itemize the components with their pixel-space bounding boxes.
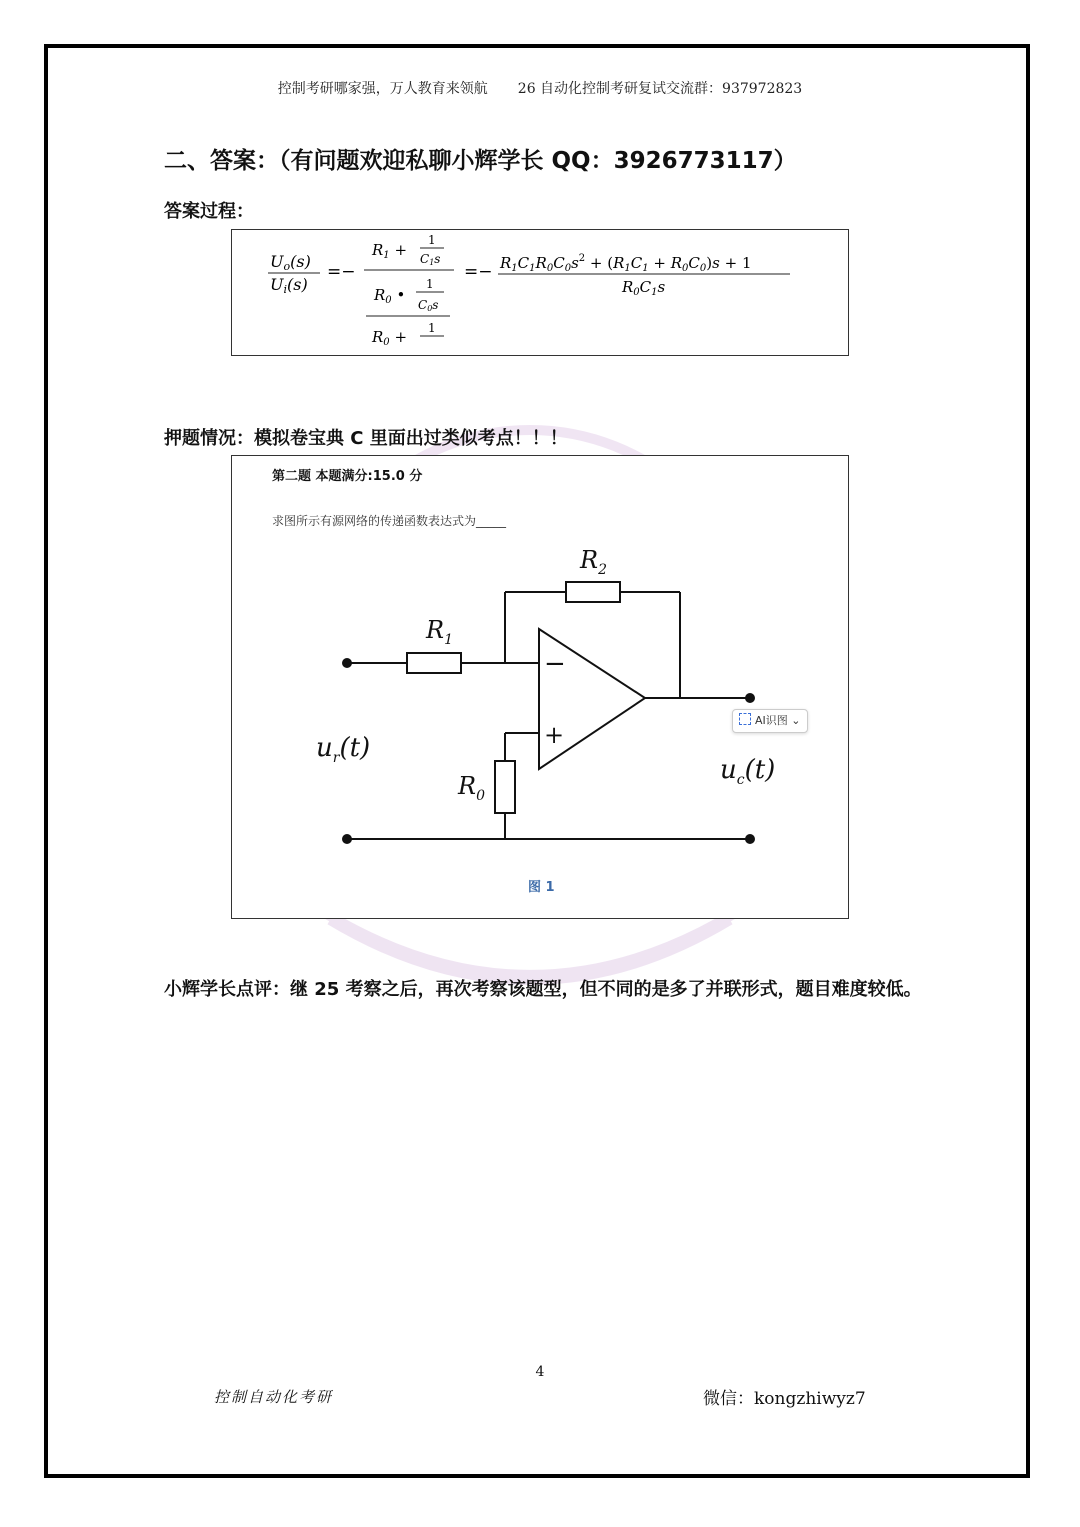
svg-text:1: 1 (428, 233, 436, 247)
label-r0: $R_0$ (458, 772, 485, 804)
rhs-numerator: $R_1C_1R_0C_0s^2 + (R_1C_1 + R_0C_0)s + 1$ (500, 253, 752, 274)
chevron-down-icon: ⌄ (791, 714, 801, 727)
svg-text:1: 1 (428, 321, 436, 335)
svg-text:1: 1 (426, 277, 434, 291)
output-terminal (745, 693, 755, 703)
op-amp-plus-label: + (544, 721, 565, 749)
lhs-denominator: Ui(s) (270, 275, 308, 296)
formula-svg (232, 230, 849, 356)
resistor-r0 (495, 761, 515, 813)
resistor-r2 (566, 582, 620, 602)
equals-negative-1: =− (327, 262, 356, 282)
scan-icon (739, 713, 751, 725)
section-title: 二、答案：（有问题欢迎私聊小辉学长 QQ：3926773117） (164, 148, 797, 174)
figure-caption: 图 1 (528, 880, 555, 895)
circuit-diagram (232, 456, 849, 919)
middle-denominator-r0: $R_0$ • (374, 286, 406, 306)
ground-terminal-right (745, 834, 755, 844)
label-r1: $R_1$ (426, 616, 453, 648)
rhs-denominator: $R_0C_1s$ (622, 278, 666, 298)
question-text: 求图所示有源网络的传递函数表达式为_____ (272, 514, 507, 528)
op-amp-minus-label: − (544, 649, 566, 679)
ground-terminal-left (342, 834, 352, 844)
process-label: 答案过程： (164, 201, 254, 222)
svg-text:R0 +: $R_0$ + (372, 328, 408, 348)
svg-text:C1s: C1s (420, 252, 441, 267)
prediction-label: 押题情况：模拟卷宝典 C 里面出过类似考点！！！ (164, 428, 568, 449)
question-heading: 第二题 本题满分:15.0 分 (272, 469, 423, 484)
label-r2: $R_2$ (580, 546, 607, 578)
svg-text:C0s: C0s (418, 298, 439, 313)
input-terminal (342, 658, 352, 668)
label-uc: $u_c(t)$ (720, 755, 776, 788)
middle-numerator-r1: $R_1$ + (372, 241, 408, 261)
footer-right-text: 微信：kongzhiwyz7 (703, 1389, 866, 1409)
header-left-text: 控制考研哪家强，万人教育来领航 (277, 81, 488, 97)
ai-recognize-button[interactable] (732, 709, 808, 733)
page-header (0, 78, 1080, 98)
teacher-comment: 小辉学长点评：继 25 考察之后，再次考察该题型，但不同的是多了并联形式，题目难度较低。 (164, 979, 922, 1000)
ai-badge-label: AI识图 (755, 714, 788, 727)
equals-negative-2: =− (464, 262, 493, 282)
question-figure (231, 455, 849, 919)
header-right-text: 26 自动化控制考研复试交流群：937972823 (517, 81, 803, 97)
label-ur: $u_r(t)$ (316, 733, 371, 766)
resistor-r1 (407, 653, 461, 673)
page-number: 4 (535, 1364, 545, 1380)
lhs-numerator: Uo(s) (270, 252, 311, 273)
footer-left-text: 控制自动化考研 (214, 1388, 334, 1406)
formula-image (231, 229, 849, 356)
